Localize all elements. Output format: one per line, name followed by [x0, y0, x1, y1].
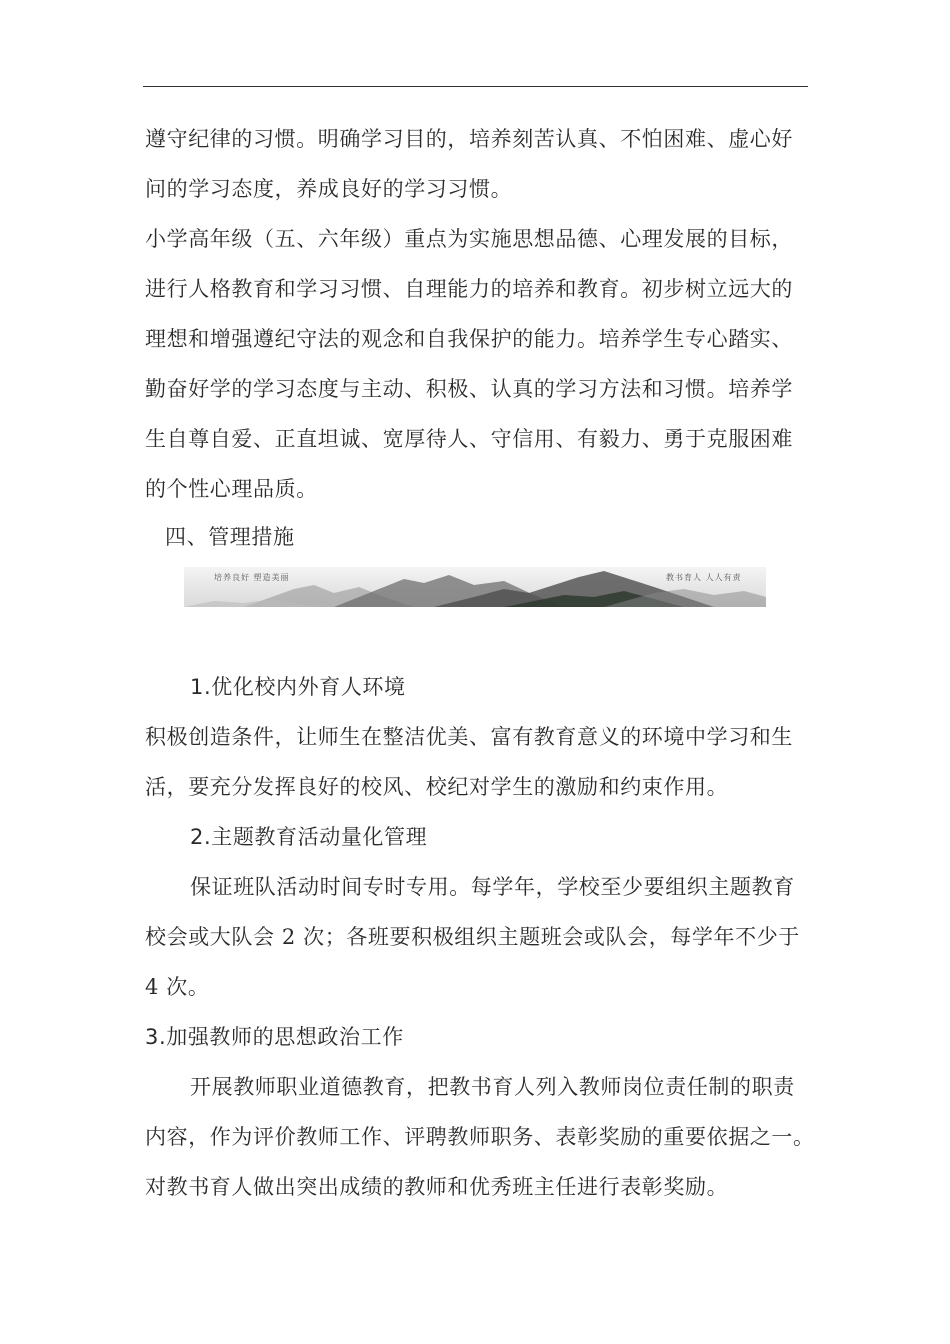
item1-title: 1.优化校内外育人环境	[190, 675, 406, 699]
banner-left-text: 培养良好 塑造美丽	[214, 573, 290, 582]
paragraph-line: 勤奋好学的学习态度与主动、积极、认真的学习方法和习惯。培养学	[145, 377, 793, 401]
paragraph-line: 进行人格教育和学习习惯、自理能力的培养和教育。初步树立远大的	[145, 277, 793, 301]
item2-title: 2.主题教育活动量化管理	[190, 825, 428, 849]
section-heading: 四、管理措施	[165, 525, 295, 549]
paragraph-line: 积极创造条件，让师生在整洁优美、富有教育意义的环境中学习和生	[145, 725, 793, 749]
paragraph-line: 理想和增强遵纪守法的观念和自我保护的能力。培养学生专心踏实、	[145, 327, 793, 351]
item-heading	[145, 1022, 404, 1052]
paragraph-line: 问的学习态度，养成良好的学习习惯。	[145, 177, 513, 201]
item-heading	[190, 672, 406, 702]
paragraph-line: 保证班队活动时间专时专用。每学年，学校至少要组织主题教育	[190, 875, 795, 899]
paragraph-line: 内容，作为评价教师工作、评聘教师职务、表彰奖励的重要依据之一。	[145, 1125, 815, 1149]
banner-right-text: 教书育人 人人有责	[666, 573, 742, 582]
paragraph-line: 开展教师职业道德教育，把教书育人列入教师岗位责任制的职责	[190, 1075, 795, 1099]
paragraph-line: 生自尊自爱、正直坦诚、宽厚待人、守信用、有毅力、勇于克服困难	[145, 427, 793, 451]
paragraph-line: 校会或大队会 2 次；各班要积极组织主题班会或队会，每学年不少于	[145, 925, 800, 949]
item3-title: 3.加强教师的思想政治工作	[145, 1025, 404, 1049]
paragraph-line: 的个性心理品质。	[145, 477, 318, 501]
paragraph-line: 活，要充分发挥良好的校风、校纪对学生的激励和约束作用。	[145, 775, 729, 799]
paragraph-line: 小学高年级（五、六年级）重点为实施思想品德、心理发展的目标，	[145, 227, 793, 251]
header-rule	[143, 86, 808, 87]
paragraph-line: 遵守纪律的习惯。明确学习目的，培养刻苦认真、不怕困难、虚心好	[145, 127, 793, 151]
item-heading	[190, 822, 427, 852]
paragraph-line: 对教书育人做出突出成绩的教师和优秀班主任进行表彰奖励。	[145, 1175, 729, 1199]
paragraph-line: 4 次。	[145, 975, 210, 999]
landscape-banner-image	[184, 567, 766, 607]
